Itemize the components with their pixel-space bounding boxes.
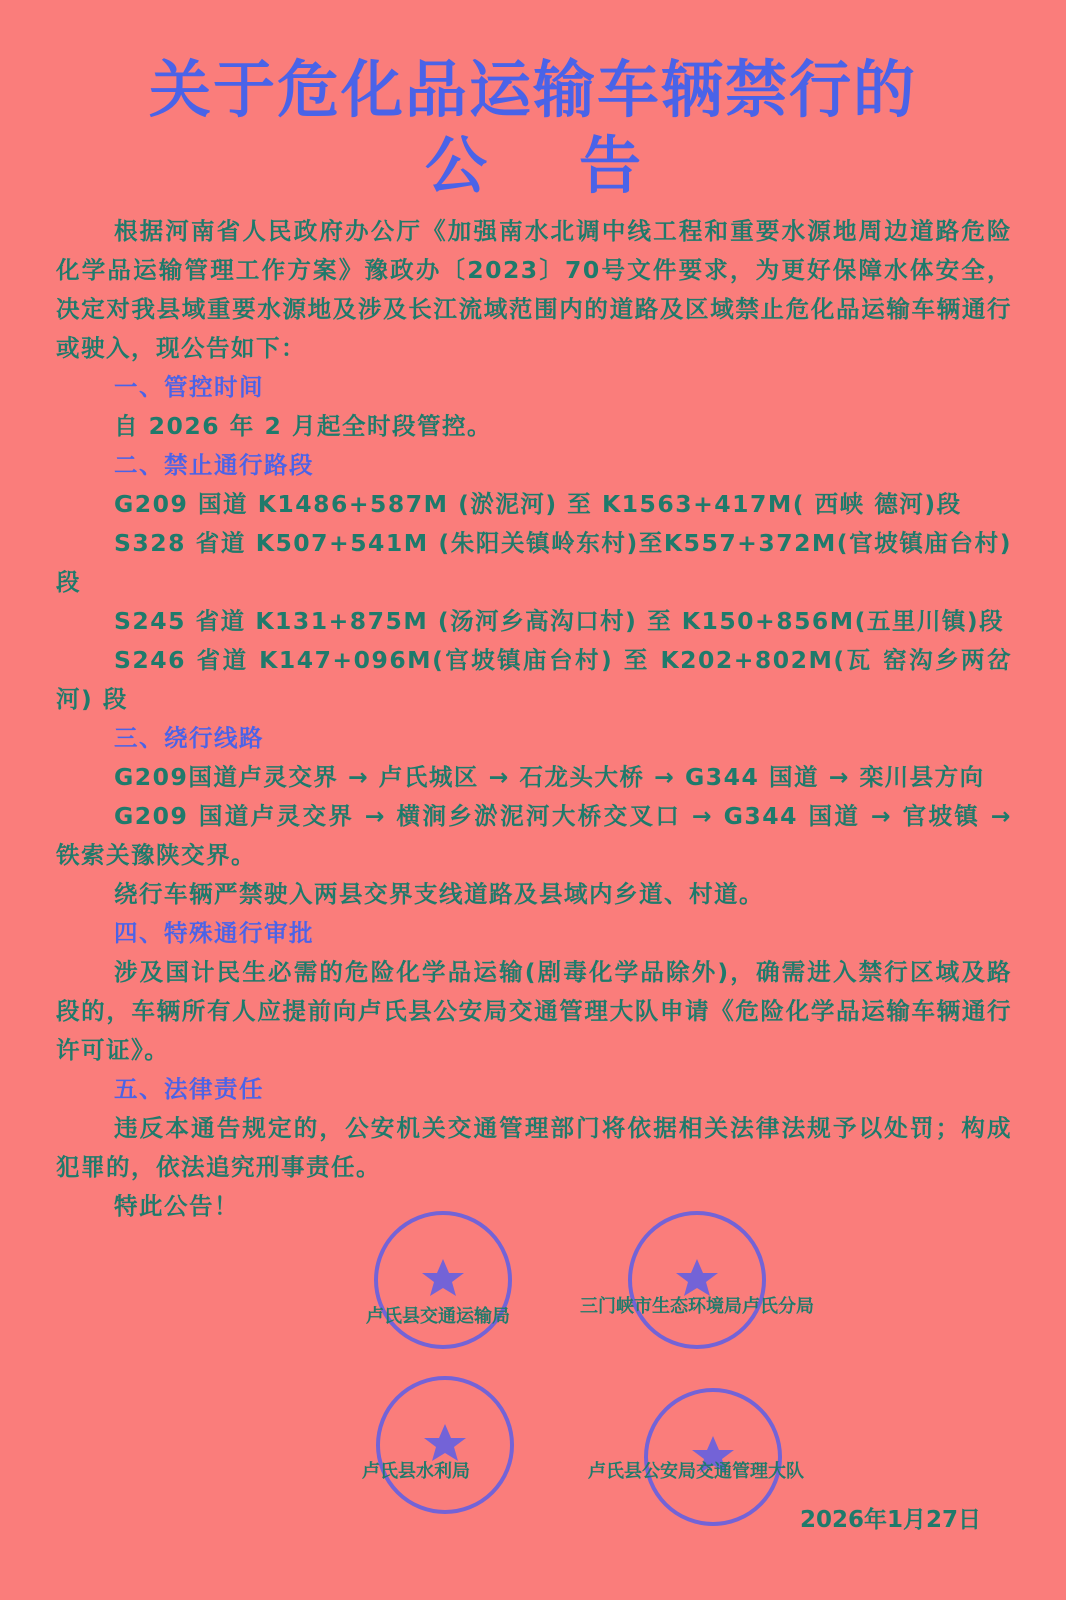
section-paragraph: S245 省道 K131+875M (汤河乡高沟口村) 至 K150+856M(五里川镇)段 xyxy=(114,607,1005,635)
seal-transport-bureau-icon xyxy=(370,1207,516,1353)
section-paragraph: 涉及国计民生必需的危险化学品运输(剧毒化学品除外)，确需进入禁行区域及路段的，车辆所有人应提前向卢氏县公安局交通管理大队申请《危险化学品运输车辆通行许可证》。 xyxy=(56,958,1012,1064)
signer-traffic-police: 卢氏县公安局交通管理大队 xyxy=(588,1461,804,1482)
signer-water-bureau: 卢氏县水利局 xyxy=(362,1461,470,1482)
notice-body xyxy=(56,212,1012,1226)
intro-paragraph: 根据河南省人民政府办公厅《加强南水北调中线工程和重要水源地周边道路危险化学品运输管理工作方案》豫政办〔2023〕70号文件要求，为更好保障水体安全，决定对我县域重要水源地及涉及长江流域范围内的道路及区域禁止危化品运输车辆通行或驶入，现公告如下： xyxy=(56,217,1012,362)
section-paragraph: G209国道卢灵交界 → 卢氏城区 → 石龙头大桥 → G344 国道 → 栾川县方向 xyxy=(114,763,985,791)
section-heading-detour: 三、绕行线路 xyxy=(114,724,264,752)
section-paragraph: S246 省道 K147+096M(官坡镇庙台村) 至 K202+802M(瓦 窑沟乡两岔河) 段 xyxy=(56,646,1012,713)
notice-title-line1: 关于危化品运输车辆禁行的 xyxy=(148,53,917,126)
section-paragraph: S328 省道 K507+541M (朱阳关镇岭东村)至K557+372M(官坡镇庙台村)段 xyxy=(56,529,1012,596)
seal-traffic-police-icon xyxy=(640,1384,786,1530)
section-paragraph: 绕行车辆严禁驶入两县交界支线道路及县域内乡道、村道。 xyxy=(114,880,764,908)
section-heading-approval: 四、特殊通行审批 xyxy=(114,919,314,947)
section-heading-liability: 五、法律责任 xyxy=(114,1075,264,1103)
notice-title-line2: 公告 xyxy=(424,129,733,202)
section-heading-time: 一、管控时间 xyxy=(114,373,264,401)
notice-date: 2026年1月27日 xyxy=(800,1507,982,1533)
section-paragraph: G209 国道 K1486+587M (淤泥河) 至 K1563+417M( 西峡 德河)段 xyxy=(114,490,962,518)
seal-ecology-bureau-icon xyxy=(624,1207,770,1353)
section-paragraph: 自 2026 年 2 月起全时段管控。 xyxy=(114,412,492,440)
signer-ecology-bureau: 三门峡市生态环境局卢氏分局 xyxy=(580,1296,814,1317)
seal-water-bureau-icon xyxy=(372,1372,518,1518)
section-heading-roads: 二、禁止通行路段 xyxy=(114,451,314,479)
section-paragraph: 违反本通告规定的，公安机关交通管理部门将依据相关法律法规予以处罚；构成犯罪的，依法追究刑事责任。 xyxy=(56,1114,1012,1181)
closing-text: 特此公告！ xyxy=(114,1192,239,1220)
section-paragraph: G209 国道卢灵交界 → 横涧乡淤泥河大桥交叉口 → G344 国道 → 官坡镇 → 铁索关豫陕交界。 xyxy=(56,802,1012,869)
signer-transport-bureau: 卢氏县交通运输局 xyxy=(366,1306,510,1327)
